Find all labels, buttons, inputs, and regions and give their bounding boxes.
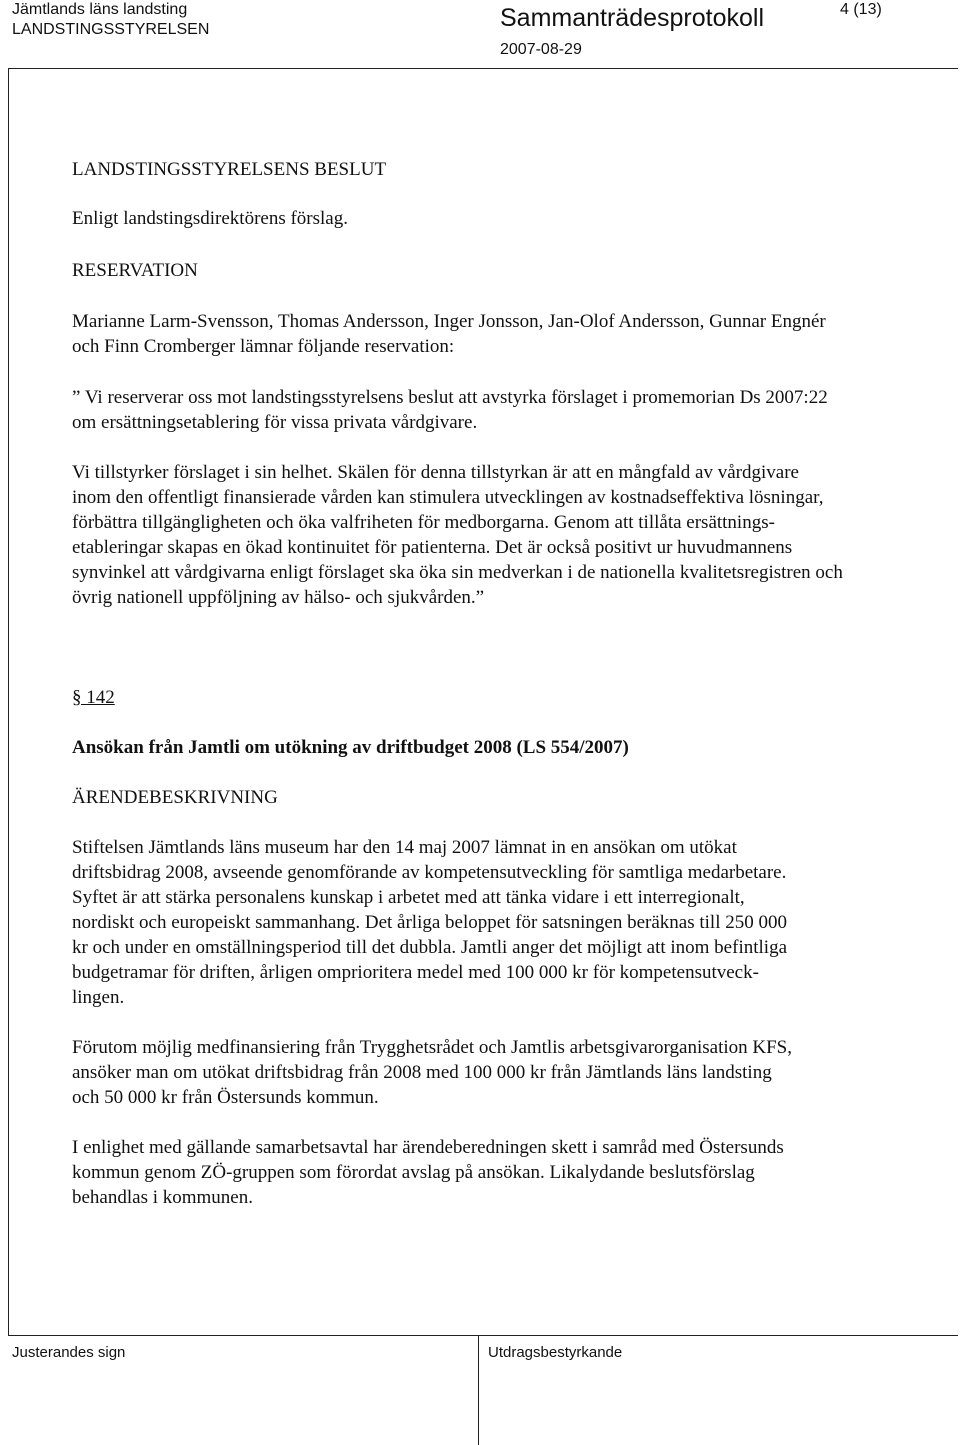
section-subheading: ÄRENDEBESKRIVNING xyxy=(72,787,278,808)
paragraph-line: Stiftelsen Jämtlands läns museum har den 14 maj 2007 lämnat in en ansökan om utökat xyxy=(72,837,737,858)
section-number: § 142 xyxy=(72,687,115,708)
reservation-quote-line: övrig nationell uppföljning av hälso- och sjukvården.” xyxy=(72,587,485,608)
page-number: 4 (13) xyxy=(840,1,882,18)
paragraph-line: och 50 000 kr från Östersunds kommun. xyxy=(72,1087,379,1108)
paragraph-line: kommun genom ZÖ-gruppen som förordat avslag på ansökan. Likalydande beslutsförslag xyxy=(72,1162,755,1183)
footer-column-divider xyxy=(478,1335,479,1445)
organization-unit: LANDSTINGSSTYRELSEN xyxy=(12,21,210,38)
paragraph-line: Förutom möjlig medfinansiering från Trygghetsrådet och Jamtlis arbetsgivarorganisation KFS, xyxy=(72,1037,792,1058)
paragraph-line: I enlighet med gällande samarbetsavtal har ärendeberedningen skett i samråd med Östersunds xyxy=(72,1137,784,1158)
paragraph-line: driftsbidrag 2008, avseende genomförande av kompetensutveckling för samtliga medarbetare. xyxy=(72,862,787,883)
reservation-quote-line: etableringar skapas en ökad kontinuitet för patienterna. Det är också positivt ur huvudmannens xyxy=(72,537,793,558)
reservation-quote-line: inom den offentligt finansierade vården kan stimulera utvecklingen av kostnadseffektiva lösningar, xyxy=(72,487,824,508)
reservation-quote-line: förbättra tillgängligheten och öka valfriheten för medborgarna. Genom att tillåta ersättnings- xyxy=(72,512,775,533)
document-date: 2007-08-29 xyxy=(500,41,582,58)
decision-text: Enligt landstingsdirektörens förslag. xyxy=(72,208,348,229)
paragraph-line: behandlas i kommunen. xyxy=(72,1187,253,1208)
document-title: Sammanträdesprotokoll xyxy=(500,4,765,32)
left-margin-rule xyxy=(8,68,9,1336)
reservation-intro-line: Marianne Larm-Svensson, Thomas Andersson, Inger Jonsson, Jan-Olof Andersson, Gunnar Engnér xyxy=(72,311,826,332)
reservation-quote-line: synvinkel att vårdgivarna enligt förslaget ska öka sin medverkan i de nationella kvalitetsregistren och xyxy=(72,562,843,583)
header-divider xyxy=(8,68,958,69)
paragraph-line: kr och under en omställningsperiod till det dubbla. Jamtli anger det möjligt att inom befintliga xyxy=(72,937,787,958)
paragraph-line: ansöker man om utökat driftsbidrag från 2008 med 100 000 kr från Jämtlands läns landsting xyxy=(72,1062,772,1083)
reservation-quote-line: ” Vi reserverar oss mot landstingsstyrelsens beslut att avstyrka förslaget i promemorian Ds 2007:22 xyxy=(72,387,828,408)
reservation-intro-line: och Finn Cromberger lämnar följande reservation: xyxy=(72,336,455,357)
footer-divider xyxy=(8,1335,958,1336)
reservation-quote-line: om ersättningsetablering för vissa privata vårdgivare. xyxy=(72,412,478,433)
footer-certification-label: Utdragsbestyrkande xyxy=(488,1344,623,1361)
organization-name: Jämtlands läns landsting xyxy=(12,1,188,18)
paragraph-line: lingen. xyxy=(72,987,125,1008)
decision-heading: LANDSTINGSSTYRELSENS BESLUT xyxy=(72,159,387,180)
footer-signature-label: Justerandes sign xyxy=(12,1344,126,1361)
paragraph-line: nordiskt och europeiskt sammanhang. Det årliga beloppet för satsningen beräknas till 250 000 xyxy=(72,912,787,933)
reservation-heading: RESERVATION xyxy=(72,260,198,281)
section-title: Ansökan från Jamtli om utökning av driftbudget 2008 (LS 554/2007) xyxy=(72,737,629,758)
reservation-quote-line: Vi tillstyrker förslaget i sin helhet. Skälen för denna tillstyrkan är att en mångfald av vårdgivare xyxy=(72,462,799,483)
paragraph-line: Syftet är att stärka personalens kunskap i arbetet med att tänka vidare i ett interregionalt, xyxy=(72,887,745,908)
paragraph-line: budgetramar för driften, årligen omprioritera medel med 100 000 kr för kompetensutveck- xyxy=(72,962,759,983)
